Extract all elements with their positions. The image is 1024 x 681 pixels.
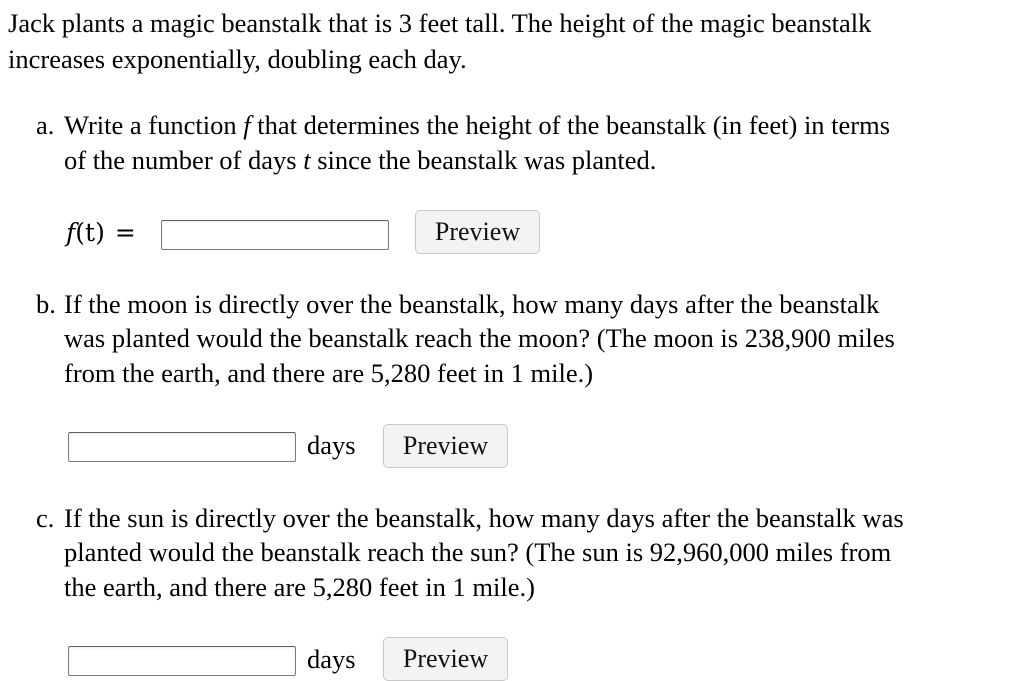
- question-c-text-1: If the sun is directly over the beanstalk, how many days after the beanstalk was: [64, 503, 904, 533]
- question-a-text-2b: since the beanstalk was planted.: [310, 145, 657, 175]
- question-c-line-1: [36, 501, 904, 535]
- preview-c-button[interactable]: Preview: [383, 637, 508, 681]
- function-args: (t): [75, 218, 105, 247]
- question-a-text-1a: Write a function: [64, 110, 244, 140]
- preview-a-button[interactable]: Preview: [415, 210, 540, 254]
- question-a-var-f: f: [243, 110, 251, 140]
- answer-b-input[interactable]: [68, 432, 296, 462]
- question-a-var-t: t: [303, 145, 311, 175]
- function-name: f: [66, 218, 76, 247]
- question-a-label: a.: [36, 110, 55, 140]
- answer-c-unit: days: [307, 644, 356, 674]
- question-c-label: c.: [36, 503, 55, 533]
- question-a-line-2: [64, 143, 656, 177]
- question-c-line-3: the earth, and there are 5,280 feet in 1 mile.): [64, 572, 535, 602]
- answer-c-input[interactable]: [68, 646, 296, 676]
- intro-line-2: increases exponentially, doubling each day.: [8, 44, 467, 74]
- question-b-label: b.: [36, 289, 56, 319]
- question-a-line-1: [36, 108, 890, 142]
- answer-b-unit: days: [307, 430, 356, 460]
- question-b-line-2: was planted would the beanstalk reach the moon? (The moon is 238,900 miles: [64, 323, 895, 353]
- answer-a-input[interactable]: [161, 220, 389, 250]
- question-c-line-2: planted would the beanstalk reach the sun? (The sun is 92,960,000 miles from: [64, 537, 892, 567]
- question-b-text-1: If the moon is directly over the beanstalk, how many days after the beanstalk: [64, 289, 880, 319]
- preview-b-button[interactable]: Preview: [383, 424, 508, 468]
- question-a-text-2a: of the number of days: [64, 145, 304, 175]
- question-b-line-3: from the earth, and there are 5,280 feet in 1 mile.): [64, 358, 594, 388]
- function-expression: [66, 216, 136, 250]
- intro-line-1: Jack plants a magic beanstalk that is 3 feet tall. The height of the magic beanstalk: [8, 8, 872, 38]
- question-b-line-1: [36, 287, 879, 321]
- equals-sign: =: [114, 218, 136, 247]
- question-a-text-1b: that determines the height of the beanstalk (in feet) in terms: [250, 110, 891, 140]
